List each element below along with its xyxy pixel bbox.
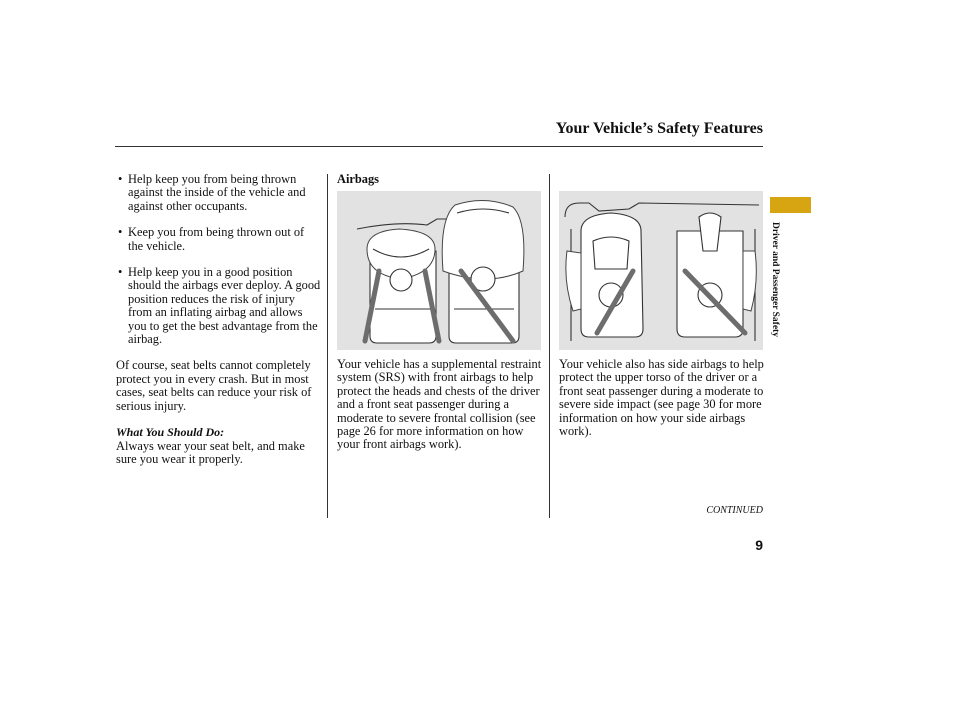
bullet-item: • Help keep you from being thrown against the inside of the vehicle and against other occupants. (116, 173, 321, 213)
middle-column (337, 173, 542, 186)
side-airbags-drawing (559, 191, 763, 350)
dashboard-outline (565, 203, 759, 217)
bullet-list (116, 173, 321, 346)
airbags-heading: Airbags (337, 172, 379, 186)
subheading: What You Should Do: (116, 425, 225, 440)
page-title: Your Vehicle’s Safety Features (555, 120, 763, 137)
section-label: Driver and Passenger Safety (770, 222, 780, 337)
page-number: 9 (755, 537, 763, 553)
side-airbags-paragraph: Your vehicle also has side airbags to help protect the upper torso of the driver or a front seat passenger during a moderate to severe side impact (see page 30 for more information on how your side airbags work). (559, 357, 764, 439)
front-airbags-illustration (337, 191, 541, 350)
front-airbags-drawing (337, 191, 541, 350)
continued-label: CONTINUED (706, 505, 763, 516)
passenger-side-airbag (743, 251, 756, 311)
front-airbags-paragraph: Your vehicle has a supplemental restraint system (SRS) with front airbags to help protect the heads and chests of the driver and a front seat passenger during a moderate to severe frontal collision (see page 26 for more information on how your front airbags work). (337, 357, 542, 452)
driver-torso (593, 237, 629, 269)
instruction-paragraph: Always wear your seat belt, and make sure you wear it properly. (116, 438, 305, 466)
bullet-item: • Help keep you in a good position should the airbags ever deploy. A good position reduces the risk of injury from an inflating airbag and allows you to get the best advantage from the airbag. (116, 266, 321, 346)
side-airbags-illustration (559, 191, 763, 350)
driver-seat (581, 213, 643, 337)
seatbelt-paragraph: Of course, seat belts cannot completely protect you in every crash. But in most cases, seat belts can reduce your risk of serious injury. (116, 358, 312, 413)
column-divider-2 (549, 174, 550, 518)
passenger-arms (699, 213, 721, 251)
driver-side-airbag (566, 251, 581, 311)
driver-head (390, 269, 412, 291)
middle-column-body (337, 358, 543, 452)
section-tab (770, 197, 811, 213)
bullet-item: • Keep you from being thrown out of the vehicle. (116, 226, 321, 253)
left-column (116, 173, 321, 466)
header-rule (115, 146, 763, 147)
right-column-body (559, 358, 765, 438)
column-divider-1 (327, 174, 328, 518)
